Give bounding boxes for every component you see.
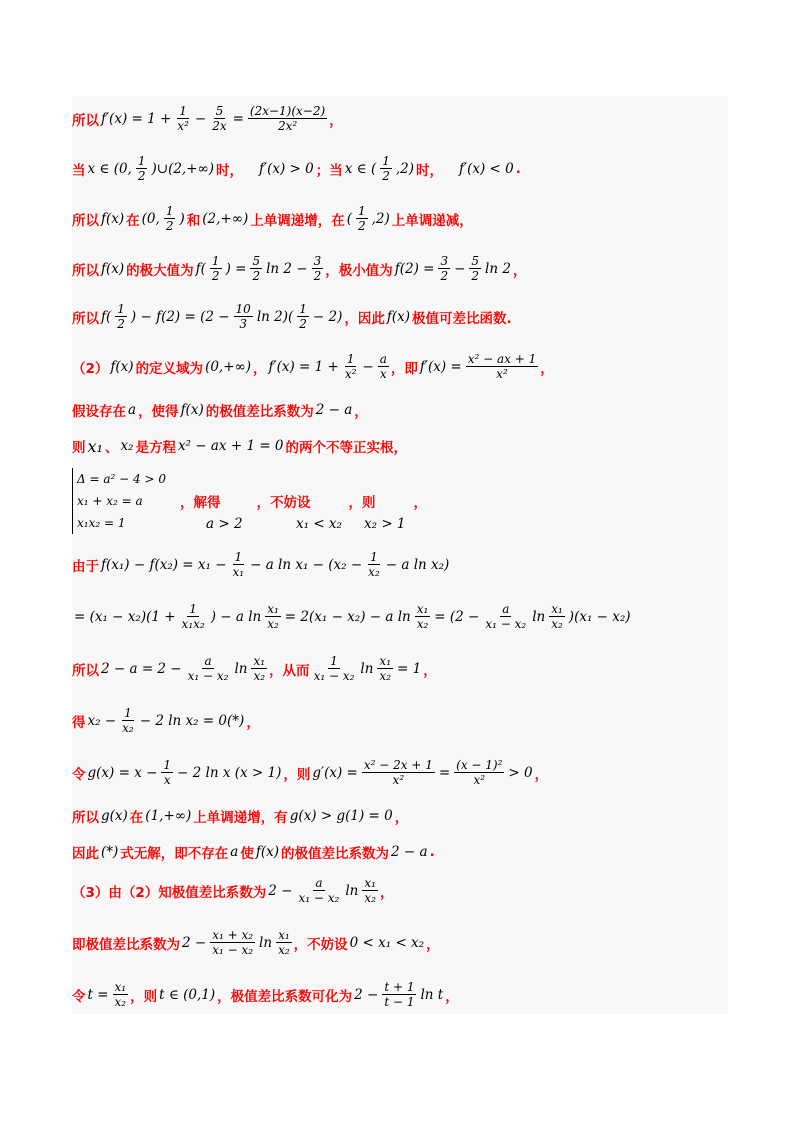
formula: ln: [234, 660, 248, 677]
text: ，即: [390, 360, 418, 377]
formula: t ∈ (0,1): [159, 986, 216, 1003]
line-13: [72, 706, 260, 735]
line-18: [72, 928, 440, 957]
formula: f(x): [101, 260, 125, 277]
text: 则: [72, 440, 86, 456]
line-6: [72, 352, 554, 381]
formula: f(x): [101, 210, 125, 227]
text: ，不妨设: [256, 495, 311, 511]
text: 时，: [416, 162, 444, 179]
fraction: $\frac{1}{2}$: [165, 204, 174, 233]
equation-system: Δ = a² − 4 > 0 x₁ + x₂ = a x₁x₂ = 1: [72, 468, 166, 534]
formula: (0,: [141, 210, 160, 227]
formula: f(: [101, 308, 112, 325]
fraction: $\frac{\text{x₁}}{\text{x₂}}$: [278, 928, 290, 957]
text: 是方程: [135, 440, 176, 456]
text: 假设存在: [72, 404, 126, 420]
text: 所以: [72, 662, 99, 679]
fraction: $\frac{5}{2}$: [252, 254, 261, 283]
text: .: [429, 844, 435, 860]
formula: − 2): [312, 308, 343, 325]
formula: x ∈ (0,: [87, 160, 132, 177]
formula: f(x): [255, 844, 280, 860]
formula: (1,+∞): [145, 808, 192, 824]
formula: 2 − a = 2 −: [101, 660, 182, 677]
text: 式无解，即不存在: [120, 846, 229, 862]
text: 上单调递增，在: [250, 212, 345, 229]
text: 在: [126, 212, 140, 229]
fraction: $\frac{3}{2}$: [440, 254, 449, 283]
text: 所以: [72, 810, 99, 826]
line-7: [72, 400, 368, 420]
formula: t =: [87, 986, 109, 1003]
text: ，: [534, 766, 549, 783]
line-14: [72, 758, 548, 787]
fraction: $\frac{5}{2}$: [471, 254, 480, 283]
text: ，: [246, 714, 260, 731]
formula: 2 −: [268, 882, 293, 899]
fraction: $\frac{1}{2}$: [137, 154, 146, 183]
text: ，: [379, 884, 394, 901]
formula: (0,+∞): [205, 358, 252, 375]
formula: ): [179, 210, 185, 227]
formula: ) − f(2) = (2 −: [130, 308, 230, 325]
fraction: $\frac{\text{x² − ax + 1}}{\text{x²}}$: [467, 352, 537, 381]
text: 当: [72, 162, 86, 179]
fraction: $\frac{1}{2}$: [358, 204, 366, 233]
formula: ) =: [225, 260, 247, 277]
text: 的两个不等正实根，: [285, 440, 408, 456]
formula: f(2) =: [394, 260, 435, 277]
formula: − a ln x₂): [385, 556, 450, 573]
line-8: [72, 436, 407, 456]
formula: (*): [101, 844, 119, 860]
text: 和: [186, 212, 201, 229]
formula: x₂ > 1: [364, 516, 406, 532]
fraction: $\frac{1}{\text{x₂}}$: [368, 550, 380, 579]
line-12: [72, 654, 437, 683]
formula: (: [346, 210, 352, 227]
fraction: $\frac{\text{x₁}}{\text{x₂}}$: [114, 980, 127, 1009]
fraction: $\frac{\text{x₁}}{\text{x₂}}$: [416, 602, 429, 631]
fraction: $\frac{(2x-1)(x-2)}{\text{2x²}}$: [249, 104, 326, 133]
fraction: $\frac{\text{x² − 2x + 1}}{\text{x²}}$: [363, 758, 433, 787]
text: 令: [72, 766, 86, 783]
text: ，: [445, 988, 459, 1005]
formula: −: [194, 110, 207, 127]
fraction: $\frac{a}{\text{x₁ − x₂}}$: [485, 602, 527, 631]
formula: 2 −: [354, 986, 379, 1003]
formula: a > 2: [206, 516, 243, 532]
formula: ln: [259, 934, 273, 951]
formula: f′(x) = 1 +: [268, 358, 339, 375]
text: 令: [72, 988, 86, 1005]
text: 即极值差比系数为: [72, 936, 180, 953]
text: 时，: [216, 162, 244, 179]
text: ，从而: [269, 662, 310, 679]
text: ，: [329, 112, 343, 129]
line-19: [72, 980, 459, 1009]
formula: f(x): [110, 358, 134, 375]
formula: ln: [532, 608, 546, 625]
formula: f(: [195, 260, 206, 277]
text: 所以: [72, 212, 99, 229]
text: （3）由（2）知极值差比系数为: [72, 884, 267, 901]
fraction: $\frac{3}{2}$: [313, 254, 322, 283]
fraction: $\frac{\text{x₁}}{\text{x₂}}$: [267, 602, 279, 631]
text: .: [515, 160, 521, 177]
formula: ln: [345, 882, 359, 899]
text: 所以: [72, 262, 99, 279]
text: ，解得: [179, 495, 221, 511]
text: 、: [104, 440, 119, 456]
text: 所以: [72, 310, 99, 327]
formula: x ∈ (: [344, 160, 377, 177]
text: ，则: [130, 988, 158, 1005]
fraction: $\frac{1}{\text{x₁}}$: [232, 550, 245, 579]
formula: x₁: [87, 436, 103, 456]
line-1: [72, 104, 343, 133]
text: ，则: [348, 495, 376, 511]
formula: ln 2)(: [256, 308, 294, 325]
formula: f(x): [386, 308, 411, 325]
formula: ln 2 −: [266, 260, 308, 277]
formula: = (2 −: [434, 608, 480, 625]
fraction: $\frac{t + 1}{t - 1}$: [384, 980, 415, 1009]
fraction: $\frac{\text{x₁}}{\text{x₂}}$: [551, 602, 563, 631]
text: 由于: [72, 558, 99, 575]
fraction: $\frac{\text{x₁}}{\text{x₂}}$: [253, 654, 266, 683]
formula: g(x) = x −: [87, 764, 158, 781]
line-11: [72, 602, 633, 631]
fraction: $\frac{\text{(x − 1)²}}{\text{x²}}$: [456, 758, 503, 787]
formula: )∪(2,+∞): [151, 160, 215, 177]
fraction: $\frac{1}{2}$: [382, 154, 390, 183]
formula: 2 − a: [391, 844, 428, 860]
text: 因此: [72, 846, 99, 862]
text: 所以: [72, 112, 99, 129]
text: ，极小值为: [325, 262, 393, 279]
text: ，: [426, 936, 440, 953]
formula: ln 2: [485, 260, 511, 277]
formula: = 2(x₁ − x₂) − a ln: [284, 608, 411, 625]
text: 在: [129, 810, 144, 826]
formula: ) − a ln: [210, 608, 262, 625]
formula: f′(x) > 0: [259, 160, 314, 177]
formula: =: [438, 764, 451, 781]
fraction: $\frac{1}{\text{x₁ − x₂}}$: [313, 654, 355, 683]
fraction: $\frac{1}{2}$: [211, 254, 220, 283]
formula: f(x): [180, 402, 204, 418]
formula: (2,+∞): [202, 210, 249, 227]
fraction: $\frac{1}{\text{x²}}$: [344, 352, 357, 381]
text: ，: [253, 360, 267, 377]
fraction: $\frac{1}{2}$: [299, 302, 307, 331]
formula: −: [362, 358, 374, 375]
fraction: $\frac{1}{x}$: [163, 758, 172, 787]
fraction: $\frac{5}{2x}$: [212, 104, 227, 133]
line-16: [72, 842, 435, 862]
fraction: $\frac{a}{x}$: [379, 352, 387, 381]
text: ，: [423, 662, 437, 679]
fraction: $\frac{1}{2}$: [117, 302, 125, 331]
formula: − 2 ln x₂ = 0(*): [139, 712, 245, 729]
formula: > 0: [508, 764, 533, 781]
text: 的定义域为: [135, 360, 204, 377]
formula: 0 < x₁ < x₂: [349, 934, 425, 951]
fraction: $\frac{1}{\text{x₂}}$: [122, 706, 134, 735]
formula: − 2 ln x (x > 1): [177, 764, 282, 781]
formula: ,2): [395, 160, 415, 177]
text: 极值可差比函数.: [412, 310, 512, 327]
line-4: [72, 254, 526, 283]
fraction: $\frac{a}{\text{x₁ − x₂}}$: [298, 876, 340, 905]
text: 的极值差比系数为: [281, 846, 390, 862]
fraction: $\frac{a}{\text{x₁ − x₂}}$: [187, 654, 229, 683]
formula: 2 − a: [315, 402, 353, 418]
formula: = (x₁ − x₂)(1 +: [74, 608, 176, 625]
text: ，极值差比系数可化为: [217, 988, 353, 1005]
text: 上单调递减，: [391, 212, 473, 229]
text: 的极值差比系数为: [205, 404, 314, 420]
formula: x² − ax + 1 = 0: [177, 438, 284, 454]
text: ；当: [315, 162, 343, 179]
formula: f′(x) =: [419, 358, 462, 375]
text: ，因此: [344, 310, 385, 327]
text: ，: [540, 360, 554, 377]
text: ，使得: [138, 404, 179, 420]
formula: =: [232, 110, 244, 127]
fraction: $\frac{1}{\text{x²}}$: [177, 104, 189, 133]
formula: g(x): [101, 808, 128, 824]
fraction: $\frac{\text{x₁ + x₂}}{\text{x₁ − x₂}}$: [212, 928, 254, 957]
text: ，不妨设: [293, 936, 348, 953]
formula: a: [230, 844, 239, 860]
line-10: [72, 550, 451, 579]
formula: a: [128, 402, 137, 418]
fraction: $\frac{\text{x₁}}{\text{x₂}}$: [379, 654, 391, 683]
formula: x₂ −: [87, 712, 117, 729]
formula: f′(x) = 1 +: [101, 110, 172, 127]
text: 的极大值为: [126, 262, 194, 279]
formula: − a ln x₁ − (x₂ −: [250, 556, 363, 573]
text: 使: [240, 846, 254, 862]
fraction: $\frac{1}{\text{x₁x₂}}$: [181, 602, 205, 631]
formula: g(x) > g(1) = 0: [289, 808, 393, 824]
formula: g′(x) =: [312, 764, 358, 781]
formula: f′(x) < 0: [459, 160, 514, 177]
line-17: [72, 876, 393, 905]
formula: ,2): [371, 210, 390, 227]
formula: x₁ < x₂: [296, 516, 342, 532]
fraction: $\frac{\text{x₁}}{\text{x₂}}$: [364, 876, 376, 905]
text: （2）: [72, 360, 109, 377]
formula: −: [454, 260, 466, 277]
formula: )(x₁ − x₂): [568, 608, 631, 625]
formula: f(x₁) − f(x₂) = x₁ −: [101, 556, 227, 573]
text: ，: [413, 495, 427, 511]
line-5: [72, 302, 512, 331]
formula: 2 −: [182, 934, 207, 951]
text: 得: [72, 714, 86, 731]
line-2: [72, 154, 521, 183]
formula: ln: [360, 660, 374, 677]
text: ，: [512, 262, 527, 279]
line-15: [72, 806, 408, 826]
text: ，则: [283, 766, 311, 783]
text: 上单调递增，有: [193, 810, 288, 826]
formula: ln t: [420, 986, 444, 1003]
fraction: $\frac{10}{3}$: [235, 302, 251, 331]
formula: = 1: [397, 660, 422, 677]
text: ，: [394, 810, 409, 826]
line-3: [72, 204, 473, 233]
text: ，: [354, 404, 368, 420]
formula: x₂: [120, 438, 134, 454]
